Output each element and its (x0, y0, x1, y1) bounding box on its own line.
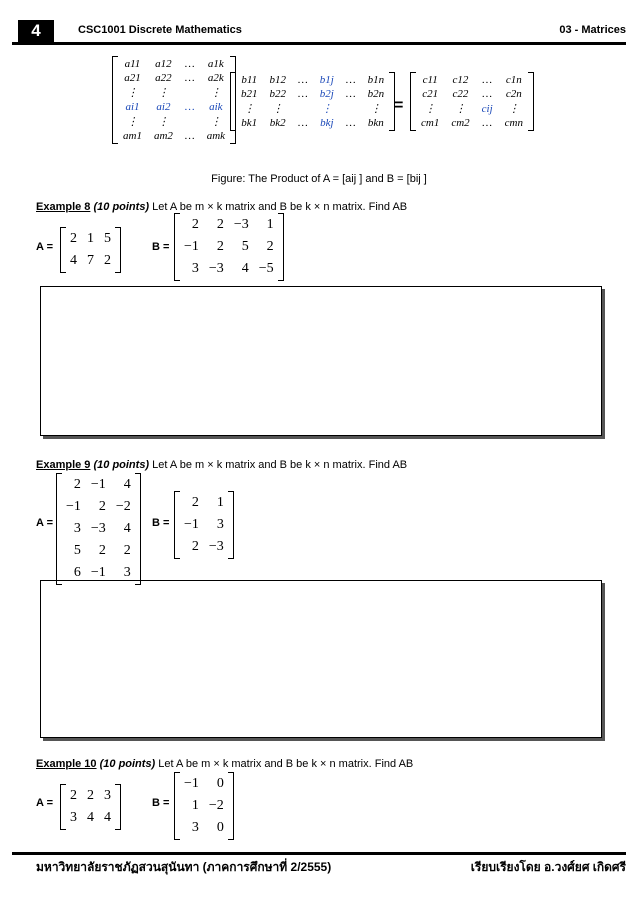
matrix-row (179, 514, 229, 536)
matrix-entry: 2 (70, 231, 77, 246)
matrix-entry: ⋮ (321, 103, 333, 115)
header-rule (12, 42, 626, 45)
matrix-entry: 2 (70, 788, 77, 803)
example-8-a-label: A = (36, 241, 54, 253)
matrix-entry: bk1 (241, 117, 258, 129)
matrix-row (117, 85, 231, 100)
matrix-entry: ⋮ (210, 116, 222, 128)
matrix-entry: 2 (191, 217, 199, 232)
matrix-entry: 4 (70, 253, 77, 268)
matrix-row (61, 518, 136, 540)
matrix-row (179, 536, 229, 558)
matrix-entry: ⋮ (424, 103, 436, 115)
example-8-heading (36, 201, 407, 213)
chapter-title: 03 - Matrices (559, 24, 626, 36)
matrix-entry: −2 (115, 499, 131, 514)
matrix-row (415, 87, 529, 101)
matrix-row (117, 114, 231, 129)
matrix-entry: 3 (104, 788, 111, 803)
matrix-entry: c22 (452, 88, 469, 100)
matrix-entry: ⋮ (272, 103, 284, 115)
figure-matrix-a (112, 56, 236, 149)
matrix-entry: −3 (233, 217, 249, 232)
matrix-entry: 1 (87, 231, 94, 246)
matrix-entry: 2 (123, 543, 131, 558)
matrix-row (415, 101, 529, 116)
matrix-entry: 2 (191, 495, 199, 510)
matrix-entry: … (184, 72, 195, 84)
matrix-entry: ⋮ (370, 103, 382, 115)
matrix-entry: −1 (184, 517, 199, 532)
matrix-entry: 2 (216, 217, 224, 232)
matrix-row (179, 236, 279, 258)
matrix-entry: 2 (87, 788, 94, 803)
matrix-entry: c11 (422, 74, 438, 86)
matrix-entry: … (482, 117, 493, 129)
matrix-entry (340, 101, 362, 116)
example-9-statement: Let A be m × k matrix and B be k × n matrix. Find AB (152, 459, 408, 471)
matrix-entry: −1 (90, 477, 106, 492)
matrix-entry: … (298, 74, 308, 86)
matrix-entry: −2 (208, 798, 224, 813)
example-10-title: Example 10 (36, 758, 97, 770)
matrix-entry: b1j (319, 74, 334, 86)
matrix-entry: 3 (73, 521, 81, 536)
matrix-entry: ⋮ (126, 116, 138, 128)
figure-equals: = (394, 97, 404, 114)
matrix-row (179, 773, 229, 795)
matrix-row (117, 129, 231, 143)
matrix-entry: … (482, 88, 493, 100)
matrix-entry: … (345, 88, 356, 100)
matrix-row (235, 116, 390, 130)
matrix-entry: c21 (422, 88, 439, 100)
matrix-entry: −1 (184, 239, 199, 254)
matrix-row (65, 785, 116, 807)
matrix-entry: ai2 (156, 101, 171, 113)
matrix-row (61, 496, 136, 518)
matrix-entry: am2 (153, 130, 173, 142)
matrix-entry: 5 (241, 239, 249, 254)
course-title: CSC1001 Discrete Mathematics (78, 24, 242, 36)
matrix-entry: 5 (104, 231, 111, 246)
matrix-row (235, 73, 390, 87)
example-9-points: (10 points) (93, 459, 150, 471)
example-10-matrix-a (60, 784, 121, 835)
matrix-entry: b12 (269, 74, 286, 86)
matrix-entry: 3 (191, 261, 199, 276)
example-8-title: Example 8 (36, 201, 91, 213)
example-9-title: Example 9 (36, 459, 91, 471)
matrix-entry: b11 (241, 74, 258, 86)
matrix-entry: bkj (320, 117, 334, 129)
matrix-row (61, 474, 136, 496)
matrix-entry: −1 (90, 565, 106, 580)
matrix-row (179, 795, 229, 817)
matrix-entry: … (298, 117, 308, 129)
matrix-row (117, 57, 231, 71)
example-9-heading (36, 459, 407, 471)
matrix-entry: cij (481, 102, 493, 115)
matrix-entry: 3 (216, 517, 224, 532)
matrix-entry: … (184, 130, 195, 142)
matrix-entry: 0 (216, 820, 224, 835)
matrix-entry: … (482, 74, 493, 86)
matrix-entry: aik (209, 101, 223, 113)
matrix-entry: a22 (155, 72, 172, 84)
matrix-entry: 1 (191, 798, 199, 813)
matrix-entry: … (345, 117, 356, 129)
matrix-entry: a1k (207, 58, 224, 70)
matrix-entry: bkn (367, 117, 384, 129)
example-10-statement: Let A be m × k matrix and B be k × n matrix. Find AB (158, 758, 414, 770)
matrix-entry: 4 (87, 810, 94, 825)
matrix-row (179, 817, 229, 839)
matrix-entry: ⋮ (126, 87, 138, 99)
matrix-entry: −1 (184, 776, 199, 791)
example-8-matrix-b (174, 213, 284, 286)
example-10-points: (10 points) (99, 758, 156, 770)
matrix-entry: b22 (269, 88, 286, 100)
matrix-entry: 6 (73, 565, 81, 580)
matrix-entry: 2 (98, 499, 106, 514)
matrix-entry: ⋮ (454, 103, 466, 115)
matrix-entry: c1n (505, 74, 522, 86)
example-10-a-label: A = (36, 797, 54, 809)
matrix-entry: c12 (452, 74, 469, 86)
matrix-entry: ⋮ (508, 103, 520, 115)
matrix-entry: 1 (216, 495, 224, 510)
matrix-entry: … (184, 58, 195, 70)
example-10-heading (36, 758, 413, 770)
matrix-entry: 4 (123, 521, 131, 536)
matrix-entry: −5 (258, 261, 274, 276)
matrix-entry: 2 (216, 239, 224, 254)
matrix-entry (179, 114, 201, 129)
matrix-entry: −3 (208, 539, 224, 554)
matrix-entry: 3 (70, 810, 77, 825)
matrix-entry: ⋮ (243, 103, 255, 115)
example-10-b-label: B = (152, 797, 170, 809)
matrix-entry: … (298, 88, 308, 100)
matrix-entry (179, 85, 201, 100)
matrix-entry: 2 (73, 477, 81, 492)
matrix-entry: cmn (504, 117, 523, 129)
matrix-entry: a12 (155, 58, 172, 70)
matrix-entry: cm1 (421, 117, 440, 129)
footer-rule (12, 852, 626, 855)
figure-matrix-c (410, 72, 534, 136)
page-number: 4 (18, 20, 54, 42)
matrix-entry: a21 (124, 72, 141, 84)
matrix-row (415, 116, 529, 130)
matrix-entry: b21 (241, 88, 258, 100)
footer-author: เรียบเรียงโดย อ.วงศ์ยศ เกิดศรี (470, 860, 626, 874)
figure-matrix-b (230, 72, 395, 136)
matrix-entry: 3 (191, 820, 199, 835)
matrix-row (65, 807, 116, 829)
matrix-row (415, 73, 529, 87)
matrix-entry: 2 (98, 543, 106, 558)
matrix-entry: cm2 (451, 117, 470, 129)
matrix-row (179, 492, 229, 514)
matrix-row (117, 71, 231, 85)
matrix-entry: 0 (216, 776, 224, 791)
matrix-entry: ⋮ (157, 116, 169, 128)
matrix-entry: c2n (505, 88, 522, 100)
matrix-row (179, 214, 279, 236)
matrix-row (117, 100, 231, 114)
example-8-points: (10 points) (93, 201, 150, 213)
matrix-entry: −1 (66, 499, 81, 514)
matrix-entry (292, 101, 314, 116)
matrix-entry: bk2 (269, 117, 286, 129)
matrix-row (61, 540, 136, 562)
matrix-entry: 4 (123, 477, 131, 492)
matrix-entry: 4 (241, 261, 249, 276)
matrix-entry: −3 (90, 521, 106, 536)
matrix-entry: a11 (124, 58, 141, 70)
matrix-entry: … (345, 74, 356, 86)
matrix-entry: b2n (367, 88, 385, 100)
matrix-entry: 2 (104, 253, 111, 268)
matrix-entry: ⋮ (157, 87, 169, 99)
example-8-answer-box[interactable] (40, 286, 602, 436)
matrix-entry: a2k (207, 72, 224, 84)
footer-university: มหาวิทยาลัยราชภัฏสวนสุนันทา (ภาคการศึกษาที่ 2/2555) (36, 860, 332, 874)
example-9-answer-box[interactable] (40, 580, 602, 738)
matrix-entry: 5 (73, 543, 81, 558)
example-9-matrix-b (174, 491, 234, 564)
matrix-entry: … (184, 101, 195, 113)
matrix-row (235, 101, 390, 116)
example-8-matrix-a (60, 227, 121, 278)
matrix-entry: 2 (266, 239, 274, 254)
matrix-row (179, 258, 279, 280)
example-8-statement: Let A be m × k matrix and B be k × n matrix. Find AB (152, 201, 408, 213)
matrix-entry: 2 (191, 539, 199, 554)
matrix-entry: b1n (367, 74, 385, 86)
matrix-row (235, 87, 390, 101)
matrix-row (65, 250, 116, 272)
matrix-entry: b2j (319, 88, 334, 100)
figure-caption: Figure: The Product of A = [aij ] and B = [bij ] (211, 173, 427, 185)
matrix-row (65, 228, 116, 250)
matrix-entry: 1 (266, 217, 274, 232)
example-9-a-label: A = (36, 517, 54, 529)
matrix-entry: 7 (87, 253, 94, 268)
matrix-entry: −3 (208, 261, 224, 276)
matrix-entry: ⋮ (210, 87, 222, 99)
matrix-entry: 3 (123, 565, 131, 580)
matrix-entry: ai1 (125, 101, 140, 113)
example-9-matrix-a (56, 473, 141, 590)
matrix-entry: amk (206, 130, 226, 142)
example-10-matrix-b (174, 772, 234, 845)
example-9-b-label: B = (152, 517, 170, 529)
matrix-entry: 4 (104, 810, 111, 825)
matrix-entry: am1 (123, 130, 142, 142)
example-8-b-label: B = (152, 241, 170, 253)
